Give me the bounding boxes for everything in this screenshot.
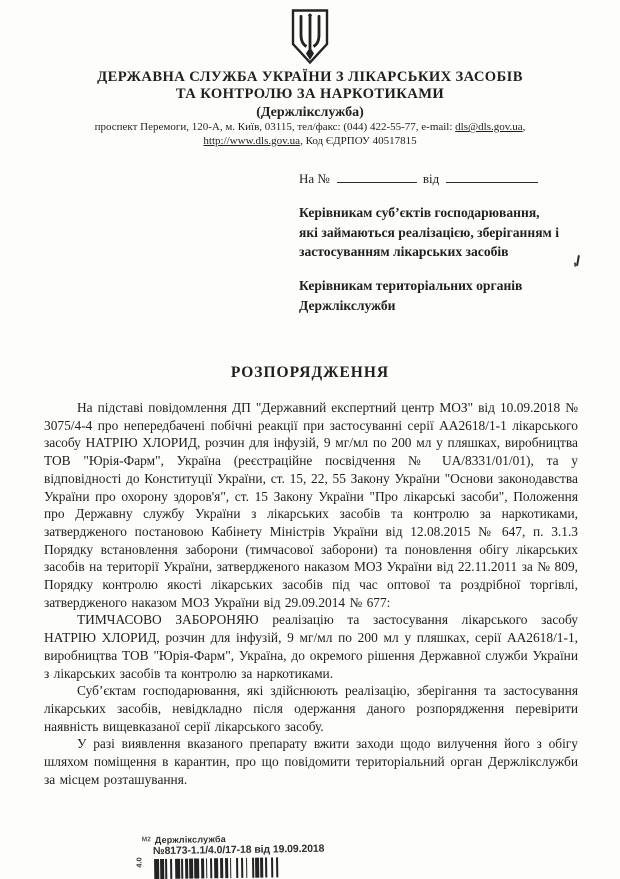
address-comma: , [522,121,526,133]
vid-date-label: від [422,171,440,186]
org-short-name: (Держлікслужба) [256,105,364,120]
recipient-block-business-entities [299,203,591,262]
website-link: http://www.dls.gov.ua [203,134,301,147]
email-link: dls@dls.gov.ua [455,121,523,133]
letterhead [0,0,620,148]
paragraph-obligation-check: Суб’єктам господарювання, які здійснюють реалізацію, зберігання та застосування лікарських засобів, невідкладно після одержання даного розпорядження перевірити наявність вищевказаної серії лікарського засобу. [44,683,578,734]
stamp-org-name: Держлікслужба [154,834,227,846]
recipient-line: Керівникам суб’єктів господарювання, [299,205,540,220]
ukraine-trident-emblem [286,8,334,66]
stamp-m2-mark: М2 [141,836,151,844]
recipient-block-territorial-bodies [299,276,591,315]
paragraph-legal-basis: На підставі повідомлення ДП "Державний експертний центр МОЗ" від 10.09.2018 № 3075/4-4 про непередбачені побічні реакції при застосуванні серії АА2618/1-1 лікарського засобу НАТРІЮ ХЛОРИД, розчин для інфузій, 9 мг/мл по 200 мл у пляшках, виробництва ТОВ "Юрія-Фарм", Україна (реєстраційне посвідчення № UA/8331/01/01), та у відповідності до Конституції України, ст. 15, 22, 55 Закону України "Основи законодавства України про охорону здоров'я", ст. 15 Закону України "Про лікарські засоби", Положення про Державну службу України з лікарських засобів та контролю за наркотиками, затвердженого постановою Кабінету Міністрів України від 12.08.2015 № 647, п. 3.1.3 Порядку встановлення заборони (тимчасової заборони) та поновлення обігу лікарських засобів на території України, затвердженого наказом МОЗ України від 22.11.2011 за № 809, Порядку контролю якості лікарських засобів під час оптової та роздрібної торгівлі, затвердженого наказом МОЗ України від 29.09.2014 № 677: [44,400,578,610]
recipient-line: Керівникам територіальних органів [299,278,523,293]
edrpou-code: , Код ЄДРПОУ 40517815 [300,134,417,147]
org-name-line1: ДЕРЖАВНА СЛУЖБА УКРАЇНИ З ЛІКАРСЬКИХ ЗАСОБІВ [97,69,523,85]
address-text: проспект Перемоги, 120-А, м. Київ, 03115, тел/факс: (044) 422-55-77, e-mail: [94,121,456,133]
recipient-line: Держлікслужби [299,297,396,313]
recipient-line: застосуванням лікарських засобів [299,244,509,259]
paragraph-temporary-ban: ТИМЧАСОВО ЗАБОРОНЯЮ реалізацію та застосування лікарського засобу НАТРІЮ ХЛОРИД, розчин для інфузій, 9 мг/мл по 200 мл у пляшках, серії АА2618/1-1, виробництва ТОВ "Юрія-Фарм", Україна, до окремого рішення Державної служби України з лікарських засобів та контролю за наркотиками. [44,612,578,681]
paragraph-quarantine-instruction: У разі виявлення вказаного препарату вжити заходи щодо вилучення його з обігу шляхом поміщення в карантин, про що повідомити територіальний орган Держлікслужби за місцем розташування. [44,736,578,787]
date-blank-line [446,170,538,183]
contact-line-2 [0,135,620,149]
barcode [154,857,278,879]
document-body [44,399,578,788]
document-title: РОЗПОРЯДЖЕННЯ [230,364,390,381]
org-name-line2: ТА КОНТРОЛЮ ЗА НАРКОТИКАМИ [175,86,445,102]
reference-number-line [299,170,538,187]
recipient-line: які займаються реалізацією, зберіганням і [299,224,559,240]
contact-line-1 [0,121,620,135]
registration-stamp [142,833,325,879]
na-number-label: На № [299,171,330,186]
number-blank-line [337,170,417,183]
stamp-registration-number: №8173-1.1/4.0/17-18 від 19.09.2018 [152,842,325,858]
stamp-side-mark: 4.0 [134,857,144,868]
